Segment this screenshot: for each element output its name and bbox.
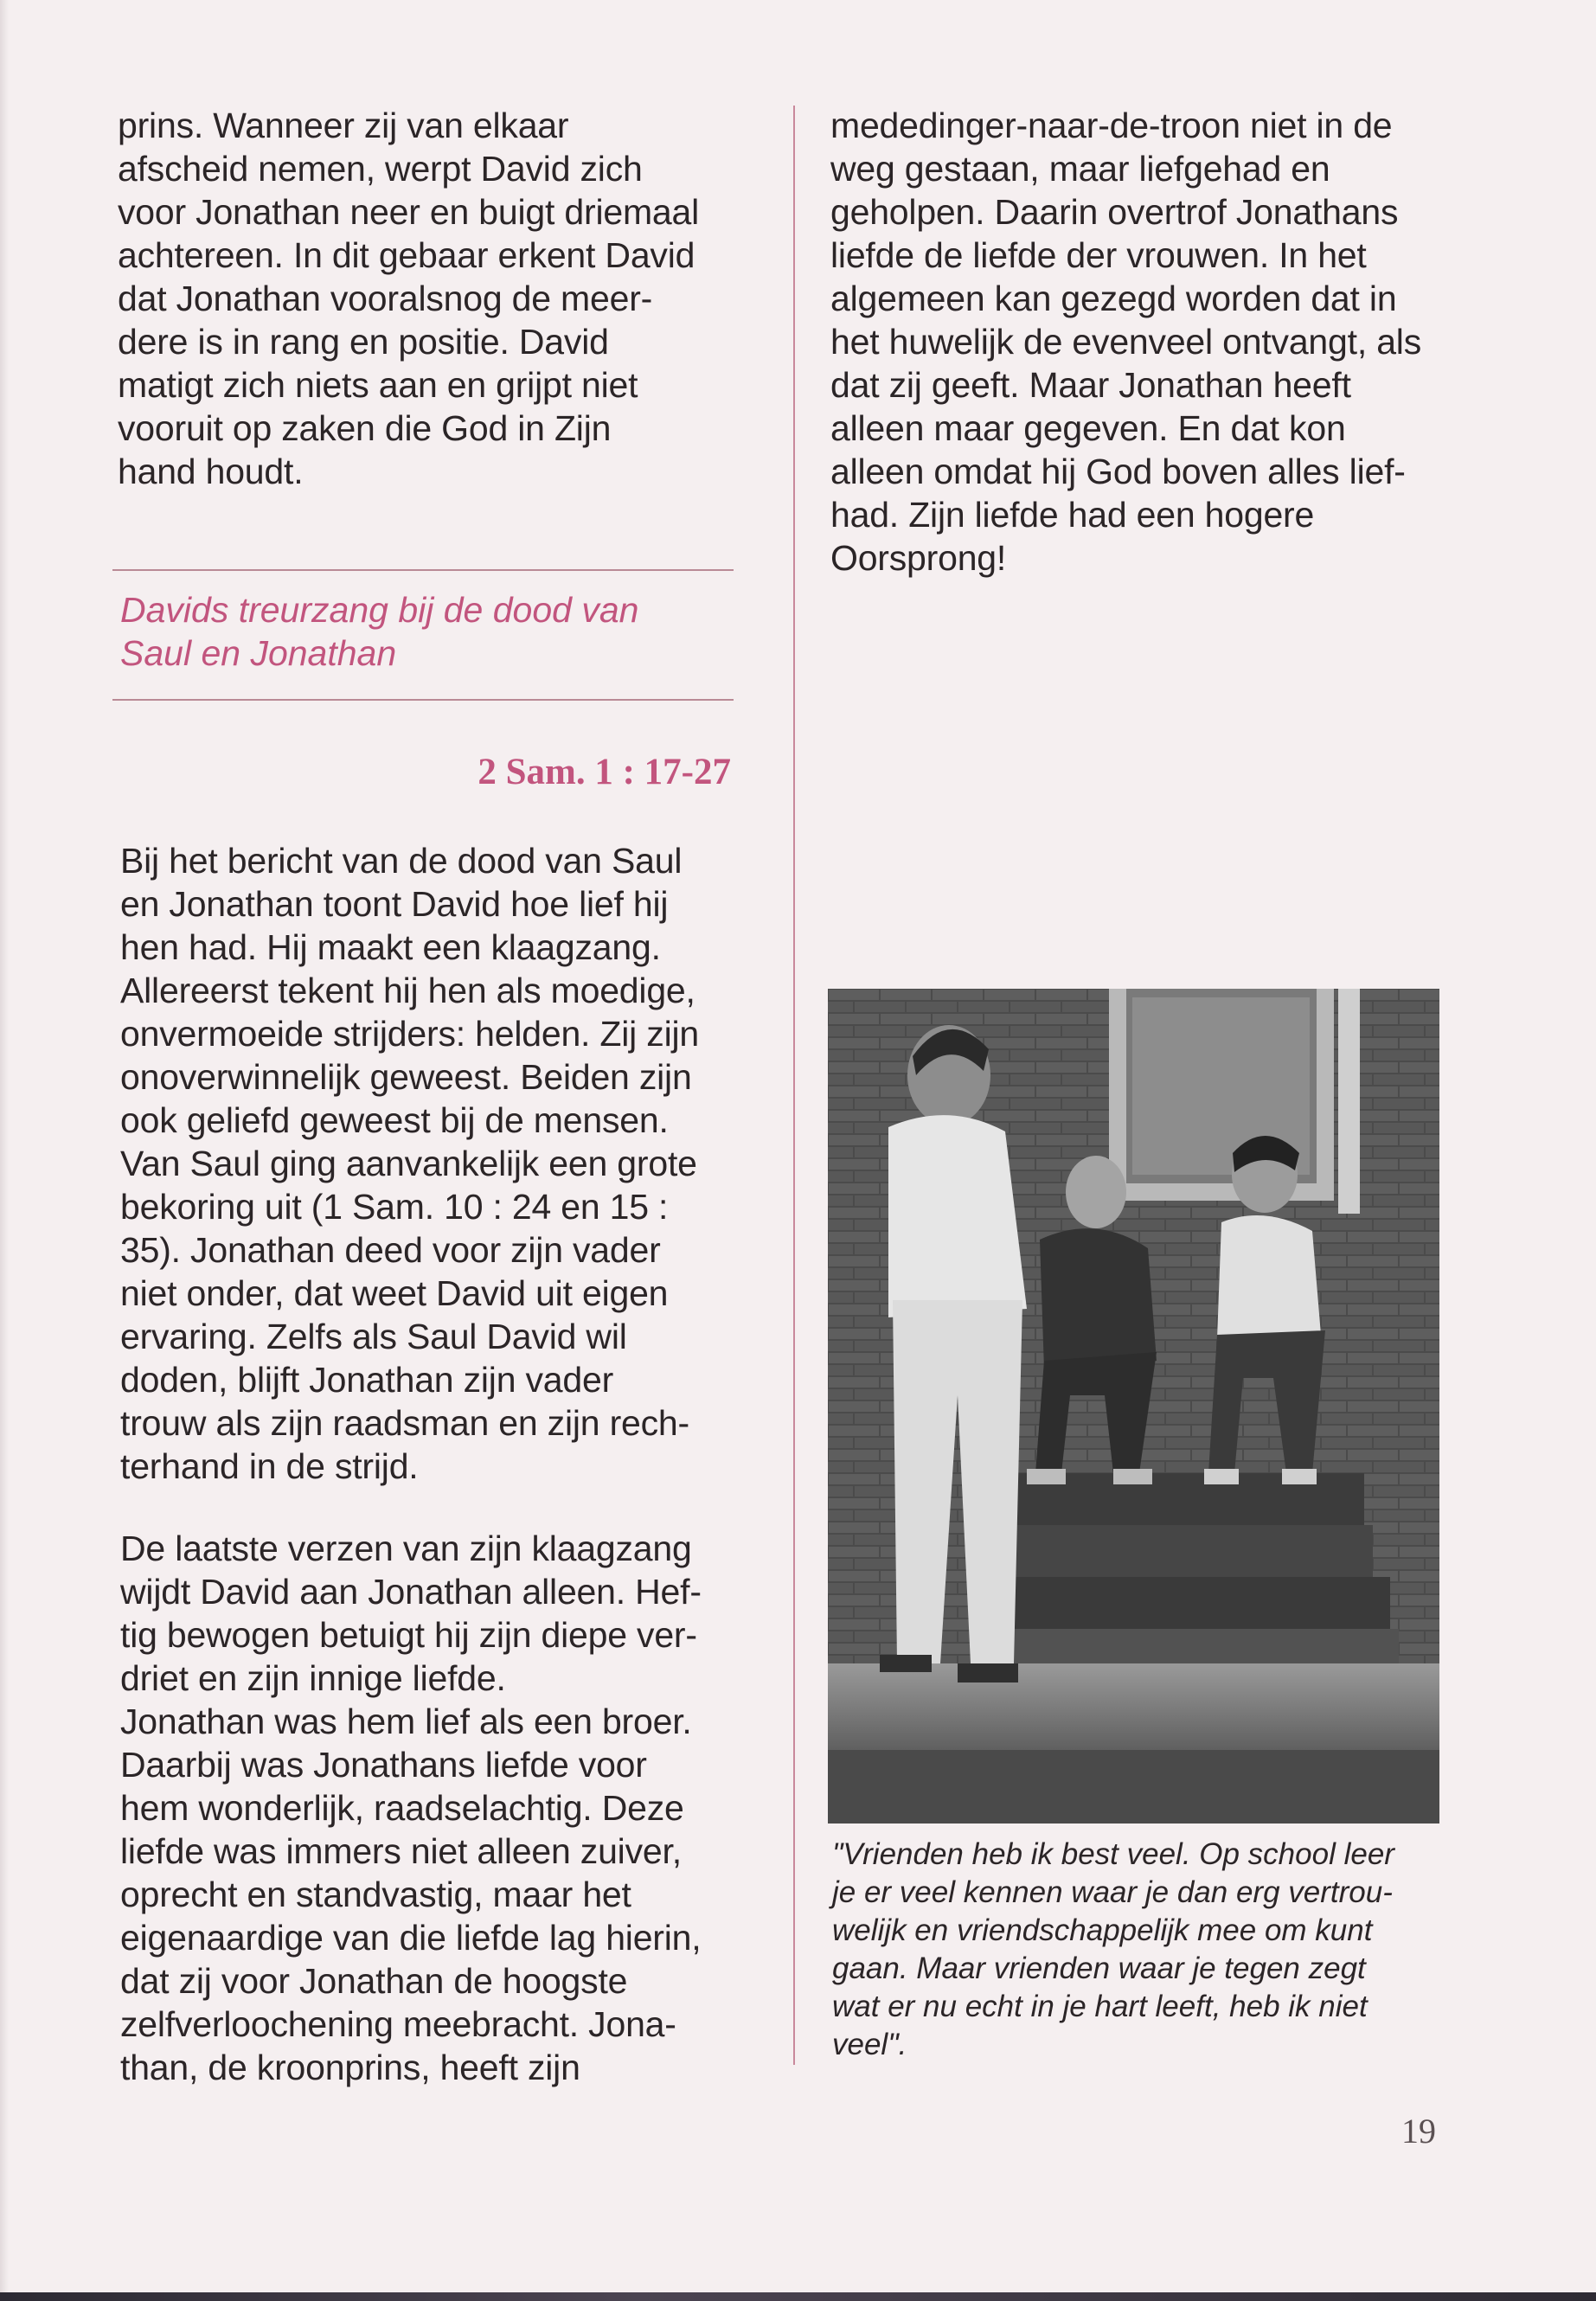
photo-caption: "Vrienden heb ik best veel. Op school leer je er veel kennen waar je dan erg vertrou- welijk en vriendschappelijk mee om kunt gaan. Maar vrienden waar je tegen zegt wat er nu echt in je hart leeft, heb ik niet veel". <box>832 1837 1394 2061</box>
column-divider <box>793 106 795 2065</box>
photo-illustration <box>828 989 1439 1823</box>
photo-three-young-men-on-steps <box>828 989 1439 1823</box>
page-bottom-edge <box>0 2292 1596 2301</box>
left-body-paragraph-1: Bij het bericht van de dood van Saul en Jonathan toont David hoe lief hij hen had. Hij maakt een klaagzang. Allereerst tekent hij hen als moedige, onvermoeide strijders: helden. Zij zijn onoverwinnelijk geweest. Beiden zijn ook geliefd geweest bij de mensen. Van Saul ging aanvankelijk een grote bekoring uit (1 Sam. 10 : 24 en 15 : 35). Jonathan deed voor zijn vader niet onder, dat weet David uit eigen ervaring. Zelfs als Saul David wil doden, blijft Jonathan zijn vader trouw als zijn raadsman en zijn rech- terhand in de strijd. <box>120 841 700 1486</box>
right-top-paragraph: mededinger-naar-de-troon niet in de weg gestaan, maar liefgehad en geholpen. Daarin overtrof Jonathans liefde de liefde der vrouwen. In het algemeen kan gezegd worden dat in het huwelijk de evenveel ontvangt, als dat zij geeft. Maar Jonathan heeft alleen maar gegeven. En dat kon alleen omdat hij God boven alles lief- had. Zijn liefde had een hogere Oorsprong! <box>830 106 1422 578</box>
page-left-edge <box>0 0 9 2301</box>
scripture-reference: 2 Sam. 1 : 17-27 <box>478 752 731 792</box>
page-number: 19 <box>1401 2112 1436 2150</box>
heading-rule-bottom <box>112 699 734 701</box>
left-top-paragraph: prins. Wanneer zij van elkaar afscheid nemen, werpt David zich voor Jonathan neer en buigt driemaal achtereen. In dit gebaar erkent David dat Jonathan vooralsnog de meer- dere is in rang en positie. David matigt zich niets aan en grijpt niet vooruit op zaken die God in Zijn hand houdt. <box>118 106 700 491</box>
left-body-paragraph-2: De laatste verzen van zijn klaagzang wijdt David aan Jonathan alleen. Hef- tig bewogen betuigt hij zijn diepe ver- driet en zijn innige liefde. Jonathan was hem lief als een broer. Daarbij was Jonathans liefde voor hem wonderlijk, raadselachtig. Deze liefde was immers niet alleen zuiver, oprecht en standvastig, maar het eigenaardige van die liefde lag hierin, dat zij voor Jonathan de hoogste zelfverloochening meebracht. Jona- than, de kroonprins, heeft zijn <box>120 1529 702 2087</box>
section-heading: Davids treurzang bij de dood van Saul en Jonathan <box>120 590 639 673</box>
heading-rule-top <box>112 569 734 571</box>
